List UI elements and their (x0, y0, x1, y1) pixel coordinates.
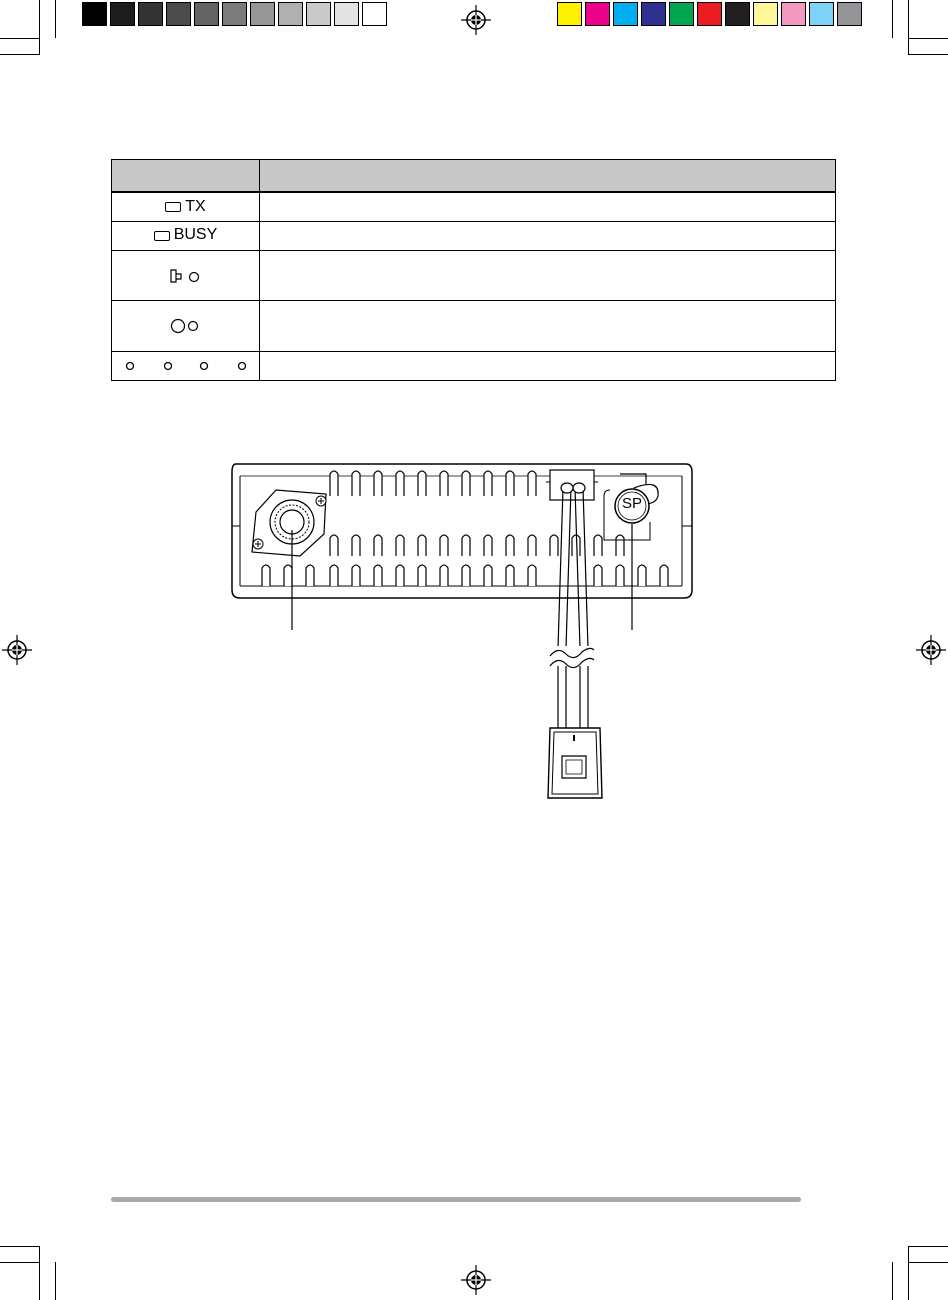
indicator-cell (112, 221, 260, 250)
indicator-label: TX (185, 197, 206, 215)
speaker-icon (169, 268, 203, 284)
description-cell (260, 250, 836, 300)
indicator-cell (112, 351, 260, 380)
color-bar (557, 0, 867, 30)
table-header-row (112, 160, 836, 193)
indicator-cell (112, 192, 260, 221)
led-rect-icon (154, 231, 170, 241)
table-row (112, 221, 836, 250)
description-cell (260, 300, 836, 351)
table-row (112, 351, 836, 380)
description-cell (260, 351, 836, 380)
footer-divider (111, 1197, 801, 1202)
rear-panel-diagram (220, 460, 700, 805)
registration-target-icon (916, 635, 946, 665)
indicator-label: BUSY (173, 226, 218, 244)
table-row (112, 250, 836, 300)
power-connector-icon (548, 728, 602, 798)
table-row (112, 300, 836, 351)
indicator-cell (112, 300, 260, 351)
led-rect-icon (165, 202, 181, 212)
circles-icon (169, 317, 203, 335)
header-description (260, 160, 836, 193)
indicator-cell (112, 250, 260, 300)
description-cell (260, 221, 836, 250)
table-row (112, 192, 836, 221)
grayscale-bar (82, 0, 392, 30)
speaker-jack-label: SP (621, 495, 642, 512)
registration-target-icon (2, 635, 32, 665)
registration-target-icon (461, 1265, 491, 1295)
description-cell (260, 192, 836, 221)
header-indicator (112, 160, 260, 193)
indicator-table (111, 159, 836, 381)
four-dots-icon (116, 360, 256, 372)
registration-target-icon (461, 5, 491, 35)
